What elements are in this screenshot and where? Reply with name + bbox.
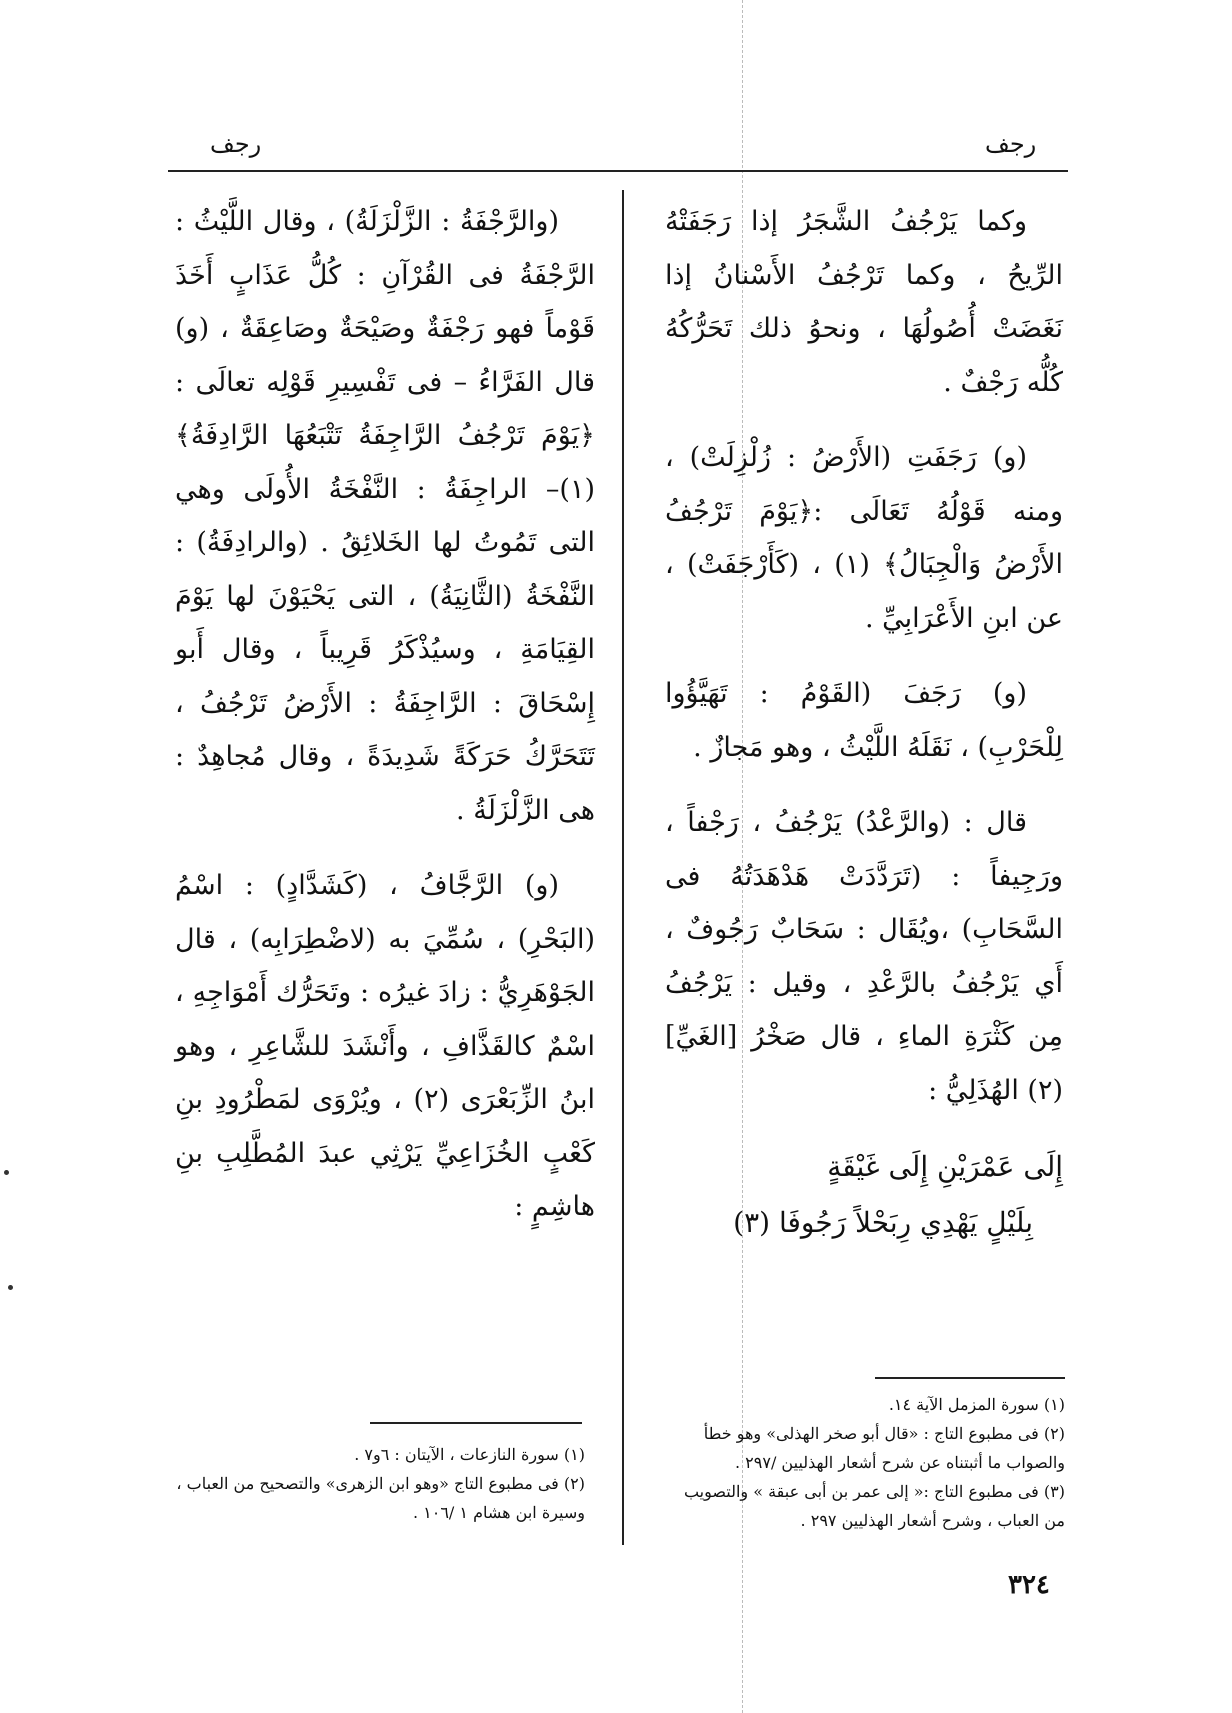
footnote: (٢) فى مطبوع التاج : «قال أبو صخر الهذلى» وهو خطأ والصواب ما أثبتناه عن شرح أشعار الهذليين /٢٩٧ .: [703, 1424, 1065, 1472]
scan-speck: [4, 1170, 9, 1175]
footnote: (١) سورة المزمل الآية ١٤.: [888, 1395, 1065, 1414]
header-rule: [168, 170, 1068, 172]
poem-line-1: إِلَى عَمْرَيْنِ إِلَى غَيْقَةٍ: [827, 1150, 1063, 1183]
header-word-right: رجف: [985, 130, 1037, 158]
poem-verse: [665, 1139, 1063, 1251]
footnote: (٣) فى مطبوع التاج :« إلى عمر بن أبى عبقة » والتصويب من العباب ، وشرح أشعار الهذليين ٢٩٧ .: [683, 1482, 1065, 1530]
footnote-rule-left: [370, 1422, 582, 1424]
footnotes-left: [160, 1440, 585, 1527]
poem-line-2: بِلَيْلٍ يَهْدِي رِبَحْلاً رَجُوفَا (٣): [733, 1206, 1033, 1239]
header-word-left: رجف: [210, 130, 262, 158]
scan-speck: [8, 1285, 13, 1290]
paragraph: وكما يَرْجُفُ الشَّجَرُ إذا رَجَفَتْهُ الرِّيحُ ، وكما تَرْجُفُ الأَسْنانُ إذا نَغَضَتْ أُصُولُهَا ، ونحوُ ذلك تَحَرُّكُهُ كُلُّه رَجْفٌ .: [665, 206, 1063, 398]
column-divider: [622, 190, 624, 1545]
paragraph: (و) رَجَفَ (القَوْمُ : تَهَيَّؤُوا لِلْحَرْبِ) ، نَقَلَهُ اللَّيْثُ ، وهو مَجازٌ .: [665, 678, 1063, 763]
page-number: ٣٢٤: [1008, 1570, 1050, 1600]
right-column: [665, 195, 1063, 1251]
paragraph: (و) رَجَفَتِ (الأَرْضُ : زُلْزِلَتْ) ، ومنه قَوْلُهُ تَعَالَى :﴿يَوْمَ تَرْجُفُ الأَرْضُ وَالْجِبَالُ﴾ (١) ، (كَأَرْجَفَتْ) ، عن ابنِ الأَعْرَابِيِّ .: [665, 442, 1063, 634]
footnote: (٢) فى مطبوع التاج «وهو ابن الزهرى» والتصحيح من العباب ، وسيرة ابن هشام ١ /١٠٦ .: [176, 1474, 585, 1522]
footnotes-right: [665, 1390, 1065, 1535]
paragraph: (والرَّجْفَةُ : الزَّلْزَلَةُ) ، وقال اللَّيْثُ : الرَّجْفَةُ فى القُرْآنِ : كُلُّ عَذَابٍ أَخَذَ قَوْماً فهو رَجْفَةٌ وصَيْحَةٌ وصَاعِقَةٌ ، (و) قال الفَرَّاءُ – فى تَفْسِيرِ قَوْلِه تعالَى :﴿يَوْمَ تَرْجُفُ الرَّاجِفَةُ تَتْبَعُهَا الرَّادِفَةُ﴾ (١)– الراجِفَةُ : النَّفْخَةُ الأُولَى وهي التى تَمُوتُ لها الخَلائِقُ . (والرادِفَةُ) : النَّفْخَةُ (الثَّانِيَةُ) ، التى يَحْيَوْنَ لها يَوْمَ القِيَامَةِ ، وسيُذْكَرُ قَرِيباً ، وقال أَبو إِسْحَاقَ : الرَّاجِفَةُ : الأَرْضُ تَرْجُفُ ، تَتَحَرَّكُ حَرَكَةً شَدِيدَةً ، وقال مُجاهِدٌ : هى الزَّلْزَلَةُ .: [175, 206, 595, 826]
left-column: [175, 195, 595, 1256]
paragraph: (و) الرَّجَّافُ ، (كَشَدَّادٍ) : اسْمُ (البَحْرِ) ، سُمِّيَ به (لاضْطِرَابِه) ، قال الجَوْهَرِيُّ : زادَ غيرُه : وتَحَرُّك أَمْوَاجِهِ ، اسْمٌ كالقَذَّافِ ، وأَنْشَدَ للشَّاعِرِ ، وهو ابنُ الزِّبَعْرَى (٢) ، ويُرْوَى لمَطْرُودِ بنِ كَعْبٍ الخُزَاعِيِّ يَرْثِي عبدَ المُطَّلِبِ بنِ هاشِمٍ :: [175, 870, 595, 1222]
paragraph: قال : (والرَّعْدُ) يَرْجُفُ ، رَجْفاً ، ورَجِيفاً : (تَرَدَّدَتْ هَدْهَدَتُهُ فى السَّحَابِ) ،ويُقَال : سَحَابٌ رَجُوفٌ ، أَي يَرْجُفُ بالرَّعْدِ ، وقيل : يَرْجُفُ مِن كَثْرَةِ الماءِ ، قال صَخْرُ [الغَيِّ] (٢) الهُذَلِيُّ :: [665, 807, 1063, 1106]
footnote: (١) سورة النازعات ، الآيتان : ٦و٧ .: [354, 1445, 585, 1464]
footnote-rule-right: [875, 1377, 1065, 1379]
